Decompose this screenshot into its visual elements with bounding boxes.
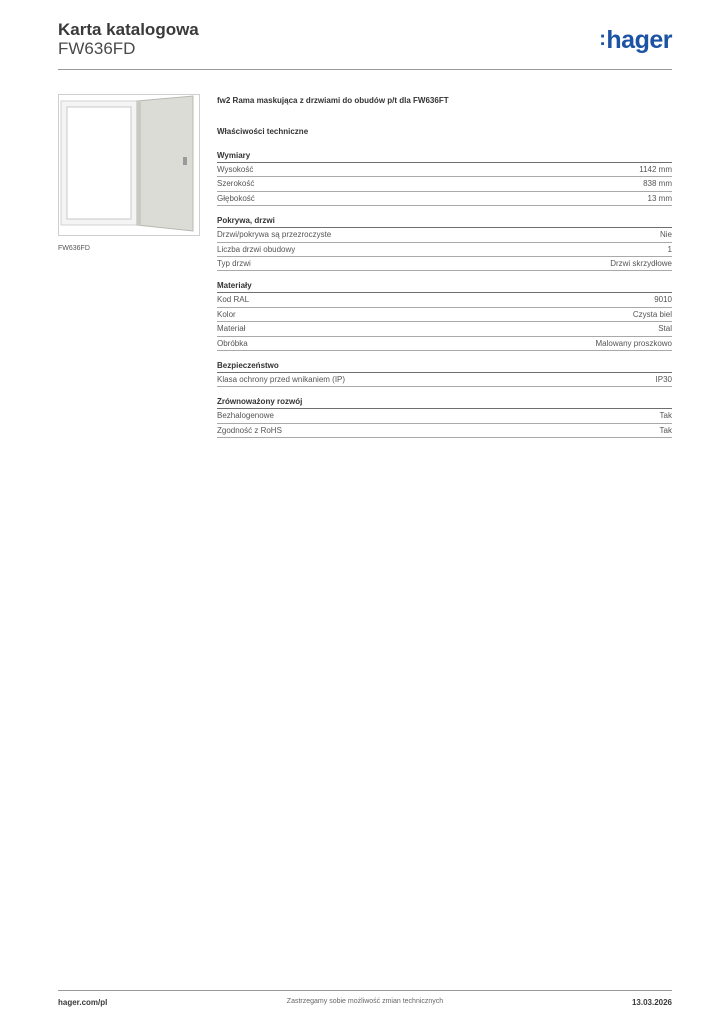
property-value: Tak: [659, 425, 672, 435]
property-row: [217, 177, 672, 191]
product-details: [217, 96, 672, 438]
footer-date: 13.03.2026: [631, 998, 672, 1007]
property-section: [217, 281, 672, 351]
document-title: Karta katalogowa: [58, 20, 199, 39]
page-footer: [58, 998, 672, 1010]
property-value: 13 mm: [647, 193, 672, 203]
footer-website-link[interactable]: hager.com/pl: [58, 998, 108, 1007]
property-label: Drzwi/pokrywa są przezroczyste: [217, 230, 332, 240]
property-value: 1142 mm: [639, 165, 672, 174]
product-description: fw2 Rama maskująca z drzwiami do obudów p/t dla FW636FT: [217, 96, 449, 105]
property-row: [217, 192, 672, 206]
property-value: Drzwi skrzydłowe: [610, 258, 672, 268]
property-value: Tak: [659, 411, 672, 421]
property-row: [217, 409, 672, 423]
logo-text: hager: [606, 26, 672, 54]
property-value: 838 mm: [643, 179, 672, 189]
section-title: Materiały: [217, 281, 672, 293]
door-frame-illustration: [59, 95, 199, 235]
header-divider: [58, 69, 672, 70]
property-row: [217, 373, 672, 387]
property-row: [217, 308, 672, 322]
section-title: Wymiary: [217, 151, 672, 163]
property-label: Kod RAL: [217, 295, 250, 305]
property-value: 9010: [654, 295, 672, 305]
hager-logo: :hager: [599, 26, 672, 54]
property-value: Stal: [658, 324, 672, 334]
product-code: FW636FD: [58, 39, 136, 58]
technical-properties-heading: Właściwości techniczne: [217, 127, 309, 136]
property-row: [217, 293, 672, 307]
property-label: Liczba drzwi obudowy: [217, 244, 296, 254]
property-label: Typ drzwi: [217, 258, 251, 268]
property-label: Obróbka: [217, 338, 248, 348]
property-label: Głębokość: [217, 193, 255, 203]
property-row: [217, 322, 672, 336]
property-section: [217, 397, 672, 438]
footer-disclaimer: Zastrzegamy sobie możliwość zmian technicznych: [286, 998, 444, 1005]
section-title: Zrównoważony rozwój: [217, 397, 672, 409]
property-label: Wysokość: [217, 165, 254, 174]
section-title: Pokrywa, drzwi: [217, 216, 672, 228]
property-label: Kolor: [217, 309, 236, 319]
properties-sections: [217, 151, 672, 438]
property-label: Bezhalogenowe: [217, 411, 274, 421]
property-row: [217, 163, 672, 177]
product-image: [58, 94, 200, 236]
property-section: [217, 216, 672, 271]
property-value: Czysta biel: [632, 309, 672, 319]
page-header: [58, 20, 672, 68]
property-label: Materiał: [217, 324, 246, 334]
property-row: [217, 228, 672, 242]
property-label: Zgodność z RoHS: [217, 425, 282, 435]
section-title: Bezpieczeństwo: [217, 361, 672, 373]
property-row: [217, 424, 672, 438]
property-value: Nie: [659, 230, 672, 240]
image-caption: FW636FD: [58, 245, 90, 252]
property-label: Klasa ochrony przed wnikaniem (IP): [217, 374, 346, 384]
property-value: Malowany proszkowo: [595, 338, 672, 348]
property-value: 1: [667, 244, 672, 254]
property-section: [217, 361, 672, 387]
property-row: [217, 257, 672, 271]
property-value: IP30: [655, 374, 672, 384]
property-section: [217, 151, 672, 206]
property-row: [217, 243, 672, 257]
property-row: [217, 337, 672, 351]
footer-divider: [58, 990, 672, 991]
property-label: Szerokość: [217, 179, 255, 189]
